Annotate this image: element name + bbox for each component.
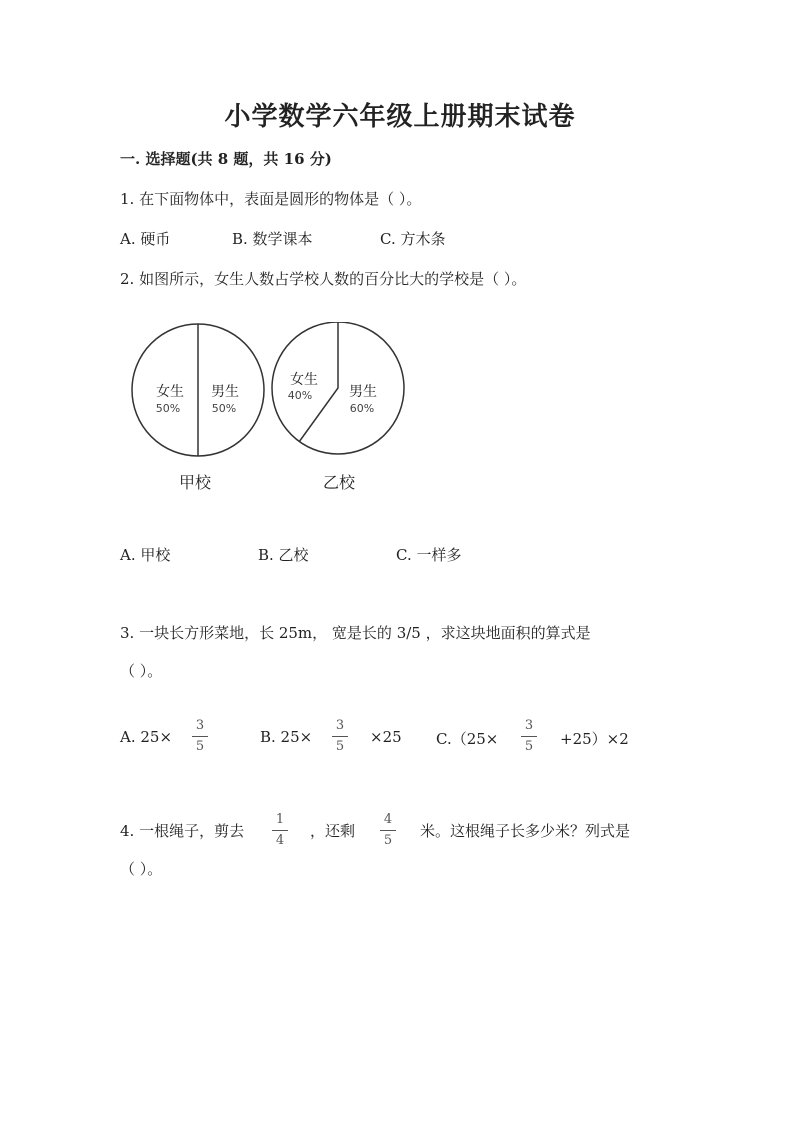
q2-option-a: A. 甲校 bbox=[120, 546, 171, 564]
school-a-girls-label: 女生 bbox=[156, 384, 184, 400]
fraction-denominator: 5 bbox=[383, 833, 393, 848]
q3-option-c-fraction bbox=[521, 718, 537, 755]
school-b-girls-pct: 40% bbox=[287, 389, 313, 402]
school-a-name: 甲校 bbox=[178, 473, 212, 492]
question-4-suffix: 米。这根绳子长多少米？列式是 bbox=[420, 822, 631, 840]
school-b-name: 乙校 bbox=[322, 473, 356, 492]
question-4-prefix: 4. 一根绳子，剪去 bbox=[120, 822, 245, 840]
q3-option-c: C.（25× bbox=[436, 730, 499, 748]
fraction-bar bbox=[272, 830, 288, 831]
q3-option-a: A. 25× bbox=[120, 728, 173, 746]
q2-option-c: C. 一样多 bbox=[396, 546, 462, 564]
school-b-girls-label: 女生 bbox=[290, 372, 318, 388]
fraction-numerator: 3 bbox=[524, 718, 534, 733]
school-b-boys-pct: 60% bbox=[349, 402, 375, 415]
q3-option-b-fraction bbox=[332, 718, 348, 755]
question-3-paren: （ ）。 bbox=[120, 662, 163, 680]
section-heading: 一. 选择题(共 8 题，共 16 分) bbox=[120, 150, 332, 168]
q3-option-c-suffix: +25）×2 bbox=[560, 730, 629, 748]
q3-option-a-fraction bbox=[192, 718, 208, 755]
q1-option-b: B. 数学课本 bbox=[232, 230, 313, 248]
q1-option-c: C. 方木条 bbox=[380, 230, 446, 248]
page-title: 小学数学六年级上册期末试卷 bbox=[224, 102, 576, 132]
school-a-boys-label: 男生 bbox=[211, 384, 239, 400]
fraction-numerator: 3 bbox=[335, 718, 345, 733]
question-4-paren: （ ）。 bbox=[120, 860, 163, 878]
fraction-bar bbox=[332, 736, 348, 737]
question-1-text: 1. 在下面物体中，表面是圆形的物体是（ ）。 bbox=[120, 190, 422, 208]
fraction-denominator: 5 bbox=[335, 739, 345, 754]
fraction-bar bbox=[380, 830, 396, 831]
fraction-denominator: 5 bbox=[195, 739, 205, 754]
q3-option-b: B. 25× bbox=[260, 728, 313, 746]
q3-option-b-suffix: ×25 bbox=[370, 728, 402, 746]
question-4-middle: ，还剩 bbox=[310, 822, 356, 840]
q4-fraction-remain bbox=[380, 812, 396, 849]
question-3-text: 3. 一块长方形菜地，长 25m， 宽是长的 3/5 ，求这块地面积的算式是 bbox=[120, 624, 591, 642]
q4-fraction-cut bbox=[272, 812, 288, 849]
fraction-numerator: 1 bbox=[275, 812, 285, 827]
fraction-bar bbox=[521, 736, 537, 737]
fraction-numerator: 3 bbox=[195, 718, 205, 733]
pie-figure bbox=[128, 322, 418, 502]
fraction-numerator: 4 bbox=[383, 812, 393, 827]
school-b-boys-label: 男生 bbox=[349, 384, 377, 400]
fraction-denominator: 5 bbox=[524, 739, 534, 754]
q2-option-b: B. 乙校 bbox=[258, 546, 309, 564]
question-2-text: 2. 如图所示，女生人数占学校人数的百分比大的学校是（ ）。 bbox=[120, 270, 527, 288]
q1-option-a: A. 硬币 bbox=[120, 230, 171, 248]
fraction-denominator: 4 bbox=[275, 833, 285, 848]
school-a-girls-pct: 50% bbox=[155, 402, 181, 415]
fraction-bar bbox=[192, 736, 208, 737]
school-a-boys-pct: 50% bbox=[211, 402, 237, 415]
